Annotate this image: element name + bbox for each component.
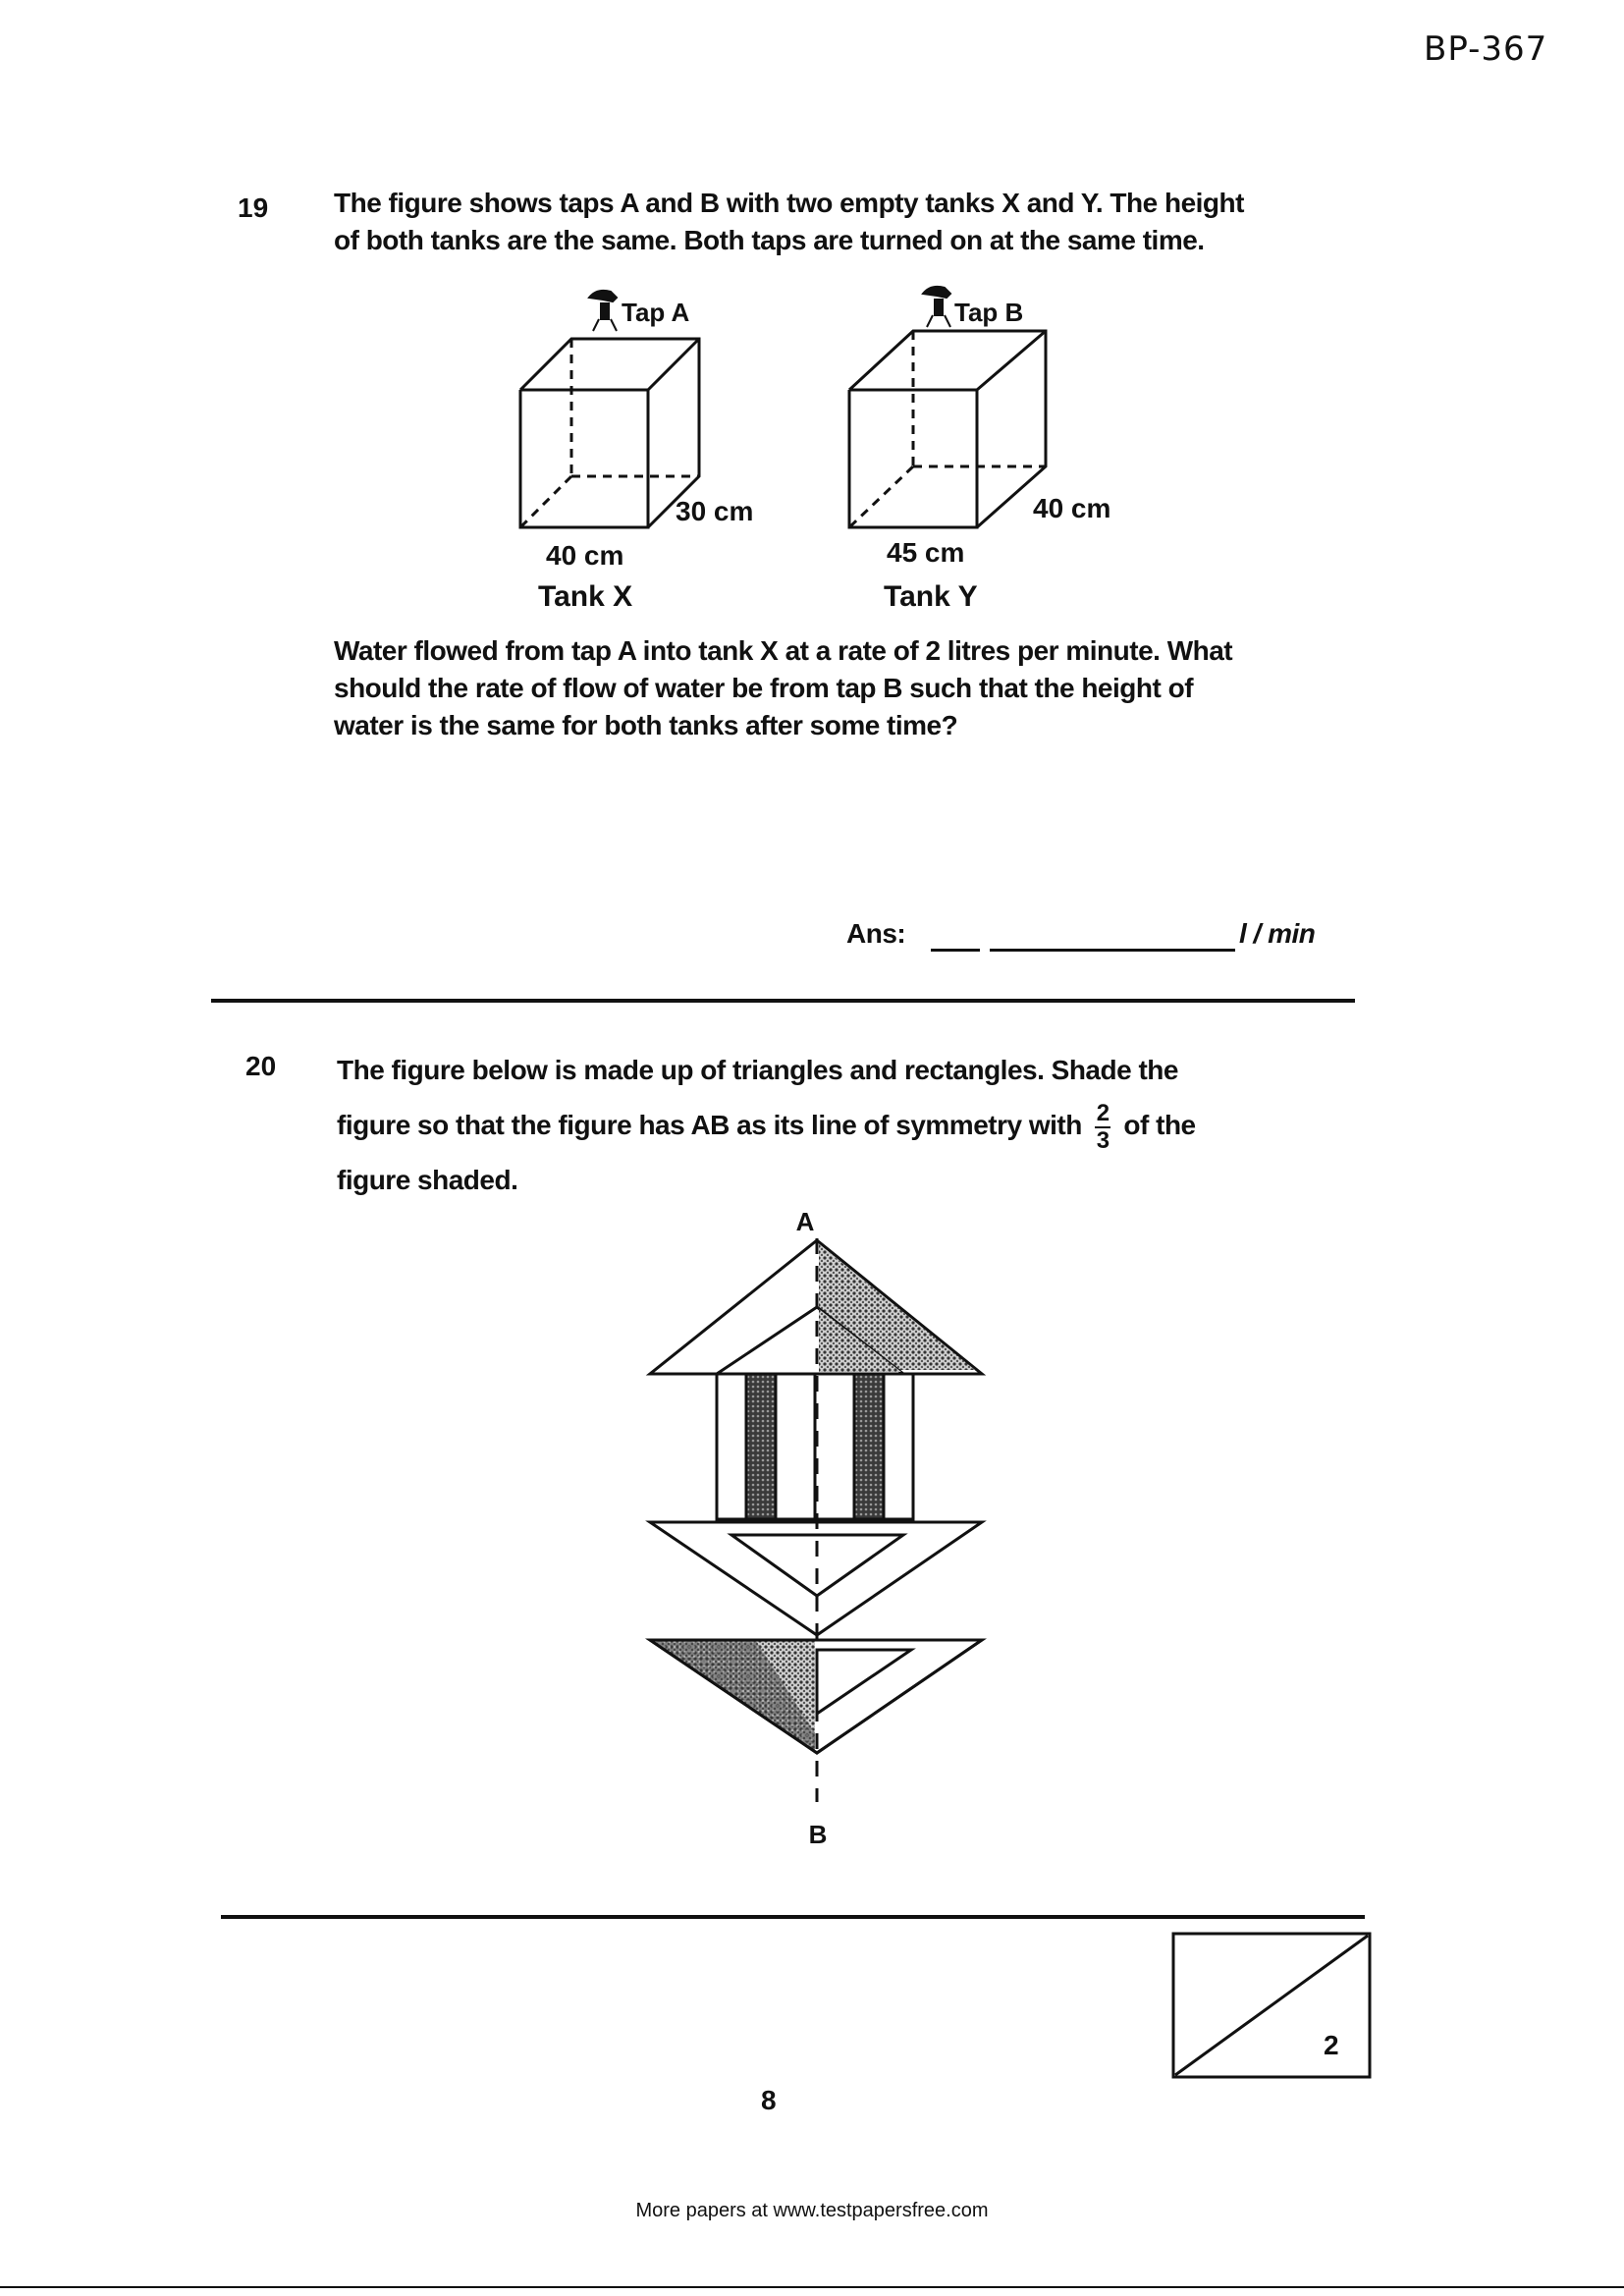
column-rect-3[interactable]: [776, 1374, 815, 1519]
section-divider-2: [221, 1915, 1365, 1919]
fraction-denominator: 3: [1096, 1126, 1110, 1154]
bottom-edge-line: [0, 2286, 1624, 2288]
column-rect-5[interactable]: [854, 1374, 884, 1519]
question-19-number: 19: [238, 192, 269, 223]
tank-x-length-label: 40 cm: [546, 540, 624, 571]
question-19-intro-line-1: The figure shows taps A and B with two empty tanks X and Y. The height: [334, 188, 1244, 218]
fraction-numerator: 2: [1096, 1099, 1110, 1126]
question-20-line-3: figure shaded.: [337, 1165, 518, 1195]
symmetry-figure[interactable]: [628, 1203, 1001, 1851]
question-20-line-2-before: figure so that the figure has AB as its line of symmetry with: [337, 1110, 1082, 1140]
section-divider-1: [211, 999, 1355, 1003]
question-19-question-line-2: should the rate of flow of water be from tap B such that the height of: [334, 673, 1194, 703]
question-20-line-1: The figure below is made up of triangles and rectangles. Shade the: [337, 1055, 1178, 1085]
question-19-question-line-3: water is the same for both tanks after some time?: [334, 710, 958, 740]
tap-b-label: Tap B: [954, 298, 1024, 327]
fraction-two-thirds: [1095, 1099, 1110, 1154]
paper-code: BP-367: [1424, 29, 1548, 69]
footer-text: More papers at www.testpapersfree.com: [635, 2200, 989, 2221]
column-rect-1[interactable]: [717, 1374, 746, 1519]
question-20-text: [337, 1043, 1196, 1208]
tank-x-front-face: [520, 390, 648, 527]
column-rect-6[interactable]: [884, 1374, 913, 1519]
tank-y-top-right-edges: [849, 331, 1046, 527]
question-20-line-2-after: of the: [1123, 1110, 1196, 1140]
question-19-question-line-1: Water flowed from tap A into tank X at a rate of 2 litres per minute. What: [334, 635, 1233, 666]
question-19-question: [334, 632, 1232, 744]
tap-b-icon: [923, 287, 950, 327]
marks-box: [1171, 1932, 1372, 2079]
tank-y-length-label: 45 cm: [887, 537, 965, 568]
column-rect-2[interactable]: [746, 1374, 776, 1519]
tanks-figure: [491, 280, 1178, 629]
tank-y-top-edge: [977, 331, 1046, 390]
tap-a-label: Tap A: [622, 298, 690, 327]
tank-y-drawing: [849, 331, 1046, 527]
tap-a-icon: [589, 291, 617, 331]
marks-value: 2: [1324, 2030, 1339, 2060]
tank-y-name: Tank Y: [884, 580, 978, 613]
tank-x-drawing: [520, 339, 699, 527]
question-19-intro-line-2: of both tanks are the same. Both taps are turned on at the same time.: [334, 225, 1205, 255]
point-b-label: B: [808, 1820, 828, 1849]
question-20-number: 20: [245, 1051, 277, 1081]
page-number: 8: [761, 2085, 777, 2115]
tank-y-hidden-edges: [849, 331, 1046, 527]
question-19-answer-unit: l / min: [1239, 918, 1316, 949]
question-19-answer-label: Ans:: [846, 918, 906, 949]
question-20-line-2: [337, 1098, 1196, 1153]
tank-x-depth-label: 30 cm: [676, 496, 754, 526]
tank-x-top-edge: [648, 339, 699, 390]
tank-y-depth-label: 40 cm: [1033, 493, 1111, 523]
answer-blank-long[interactable]: [990, 949, 1235, 952]
answer-blank-short[interactable]: [931, 949, 980, 952]
point-a-label: A: [795, 1207, 815, 1236]
tank-x-name: Tank X: [538, 580, 633, 613]
column-rect-4[interactable]: [815, 1374, 854, 1519]
question-19-intro: [334, 185, 1244, 259]
